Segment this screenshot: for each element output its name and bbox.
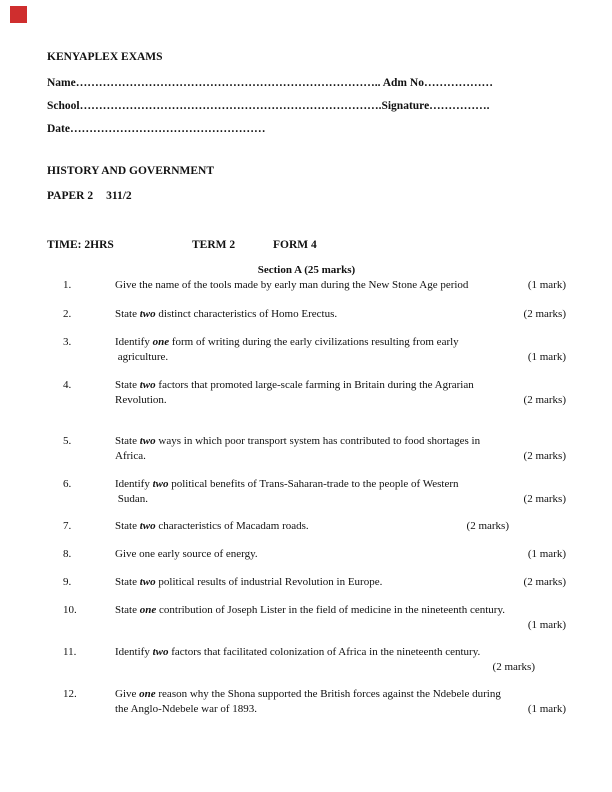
marks-allocation: (1 mark) (527, 548, 566, 560)
emphasis-word: one (152, 336, 170, 348)
marks-allocation: (2 marks) (523, 450, 566, 462)
marks-allocation: (1 mark) (527, 619, 566, 631)
question-text (115, 519, 566, 534)
question-text (115, 335, 566, 365)
emphasis-word: two (139, 520, 156, 532)
question-line: Africa. (2 marks) (115, 450, 566, 462)
question-line: Give one reason why the Shona supported the British forces against the Ndebele during (115, 688, 501, 700)
question-7 (47, 519, 566, 534)
question-line: Identify two factors that facilitated colonization of Africa in the nineteenth century. (115, 646, 481, 658)
paper-code: 311/2 (106, 190, 132, 202)
question-text (115, 645, 566, 675)
question-line: State one contribution of Joseph Lister in the field of medicine in the nineteenth century. (115, 604, 505, 616)
question-text (115, 378, 566, 408)
question-line: Revolution. (2 marks) (115, 394, 566, 406)
question-11 (47, 645, 566, 675)
question-number: 1. (63, 279, 72, 291)
question-line: State two distinct characteristics of Homo Erectus. (2 marks) (115, 308, 566, 320)
date-fill-line: Date…………………………………………… (47, 123, 266, 135)
question-number: 7. (63, 520, 72, 532)
marks-allocation: (2 marks) (523, 308, 566, 320)
question-9 (47, 575, 566, 590)
question-number: 6. (63, 478, 72, 490)
question-line: Sudan. (2 marks) (115, 493, 566, 505)
question-text (115, 547, 566, 562)
question-line: State two factors that promoted large-scale farming in Britain during the Agrarian (115, 379, 474, 391)
question-8 (47, 547, 566, 562)
question-text (115, 434, 566, 464)
question-3 (47, 335, 566, 365)
question-text (115, 687, 566, 717)
question-1 (47, 278, 566, 293)
paper-row (47, 189, 566, 204)
question-4 (47, 378, 566, 408)
question-number: 9. (63, 576, 72, 588)
question-line: Give the name of the tools made by early man during the New Stone Age period (1 mark) (115, 279, 566, 291)
term-label: TERM 2 (192, 239, 236, 251)
time-label: TIME: 2HRS (47, 239, 114, 251)
question-5 (47, 434, 566, 464)
question-number: 11. (63, 646, 77, 658)
question-line: State two characteristics of Macadam roads. (2 marks) (115, 520, 509, 532)
question-line: Identify one form of writing during the early civilizations resulting from early (115, 336, 459, 348)
exam-board-title: KENYAPLEX EXAMS (47, 51, 163, 63)
marks-allocation: (2 marks) (523, 576, 566, 588)
emphasis-word: one (139, 604, 157, 616)
form-label: FORM 4 (273, 239, 317, 251)
question-line: Give one early source of energy. (1 mark) (115, 548, 566, 560)
marks-allocation: (1 mark) (527, 703, 566, 715)
name-adm-fill-line: Name…………………………………………………………………….. Adm No……………… (47, 77, 493, 89)
question-number: 3. (63, 336, 72, 348)
emphasis-word: two (139, 576, 156, 588)
paper-label: PAPER 2 (47, 190, 94, 202)
marks-allocation: (2 marks) (523, 493, 566, 505)
question-line (115, 660, 566, 675)
question-number: 8. (63, 548, 72, 560)
red-corner-marker (10, 6, 27, 23)
emphasis-word: two (139, 308, 156, 320)
question-text (115, 477, 566, 507)
marks-allocation: (2 marks) (466, 520, 509, 532)
question-number: 12. (63, 688, 77, 700)
question-6 (47, 477, 566, 507)
page-content (47, 50, 566, 730)
section-a-title: Section A (25 marks) (257, 264, 356, 276)
time-term-form-row (47, 238, 566, 253)
emphasis-word: two (139, 379, 156, 391)
question-text (115, 603, 566, 633)
question-2 (47, 307, 566, 322)
question-line: the Anglo-Ndebele war of 1893. (1 mark) (115, 703, 566, 715)
question-line: agriculture. (1 mark) (115, 351, 566, 363)
question-number: 10. (63, 604, 77, 616)
question-10 (47, 603, 566, 633)
question-number: 5. (63, 435, 72, 447)
marks-allocation: (2 marks) (492, 661, 535, 673)
subject-title: HISTORY AND GOVERNMENT (47, 165, 215, 177)
school-signature-fill-line: School…………………………………………………………………….Signature……………. (47, 100, 490, 112)
marks-allocation: (2 marks) (523, 394, 566, 406)
marks-allocation: (1 mark) (527, 279, 566, 291)
question-line (115, 618, 566, 633)
question-line: State two ways in which poor transport system has contributed to food shortages in (115, 435, 481, 447)
question-text (115, 307, 566, 322)
emphasis-word: one (139, 688, 156, 700)
emphasis-word: two (152, 646, 169, 658)
marks-allocation: (1 mark) (527, 351, 566, 363)
question-text (115, 575, 566, 590)
question-12 (47, 687, 566, 717)
question-line: State two political results of industrial Revolution in Europe. (2 marks) (115, 576, 566, 588)
question-list (47, 278, 566, 717)
question-number: 2. (63, 308, 72, 320)
question-line: Identify two political benefits of Trans-Saharan-trade to the people of Western (115, 478, 459, 490)
emphasis-word: two (152, 478, 169, 490)
question-number: 4. (63, 379, 72, 391)
question-text (115, 278, 566, 293)
emphasis-word: two (139, 435, 156, 447)
